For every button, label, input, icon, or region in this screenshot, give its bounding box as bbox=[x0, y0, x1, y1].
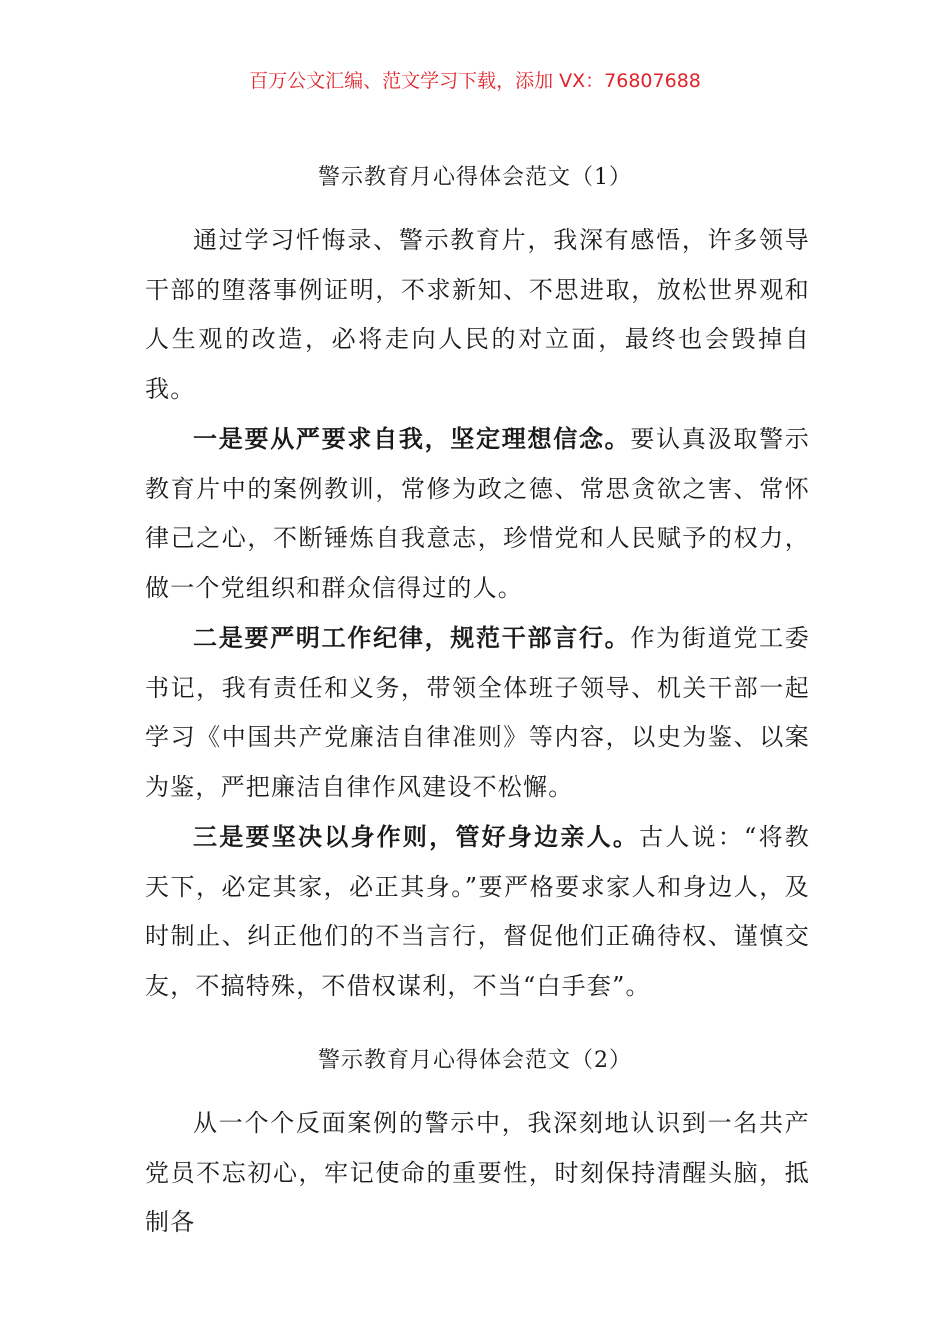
paragraph bbox=[145, 414, 810, 613]
paragraph-text: 要认真汲取警示教育片中的案例教训，常修为政之德、常思贪欲之害、常怀律己之心，不断锤炼自我意志，珍惜党和人民赋予的权力，做一个党组织和群众信得过的人。 bbox=[145, 425, 811, 602]
section-body-2 bbox=[145, 1099, 810, 1248]
paragraph-text: 作为街道党工委书记，我有责任和义务，带领全体班子领导、机关干部一起学习《中国共产党廉洁自律准则》等内容，以史为鉴、以案为鉴，严把廉洁自律作风建设不松懈。 bbox=[145, 624, 811, 801]
paragraph-lead: 一是要从严要求自我，坚定理想信念。 bbox=[193, 424, 631, 453]
paragraph-lead: 三是要坚决以身作则，管好身边亲人。 bbox=[193, 822, 640, 851]
section-title-1: 警示教育月心得体会范文（1） bbox=[318, 165, 632, 190]
paragraph-lead: 二是要严明工作纪律，规范干部言行。 bbox=[193, 623, 631, 652]
section-title-2: 警示教育月心得体会范文（2） bbox=[318, 1048, 632, 1073]
watermark-header: 百万公文汇编、范文学习下载，添加 VX：76807688 bbox=[249, 70, 701, 92]
paragraph-text: 通过学习忏悔录、警示教育片，我深有感悟，许多领导干部的堕落事例证明，不求新知、不思进取，放松世界观和人生观的改造，必将走向人民的对立面，最终也会毁掉自我。 bbox=[145, 226, 810, 403]
paragraph bbox=[145, 613, 810, 812]
paragraph bbox=[145, 216, 810, 414]
paragraph-text: 古人说：“将教天下，必定其家，必正其身。”要严格要求家人和身边人，及时制止、纠正他们的不当言行，督促他们正确待权、谨慎交友，不搞特殊，不借权谋利，不当“白手套”。 bbox=[145, 823, 811, 1000]
paragraph-text: 从一个个反面案例的警示中，我深刻地认识到一名共产党员不忘初心，牢记使命的重要性，时刻保持清醒头脑，抵制各 bbox=[145, 1109, 810, 1236]
paragraph bbox=[145, 812, 810, 1011]
paragraph bbox=[145, 1099, 810, 1248]
section-body-1 bbox=[145, 216, 810, 1011]
